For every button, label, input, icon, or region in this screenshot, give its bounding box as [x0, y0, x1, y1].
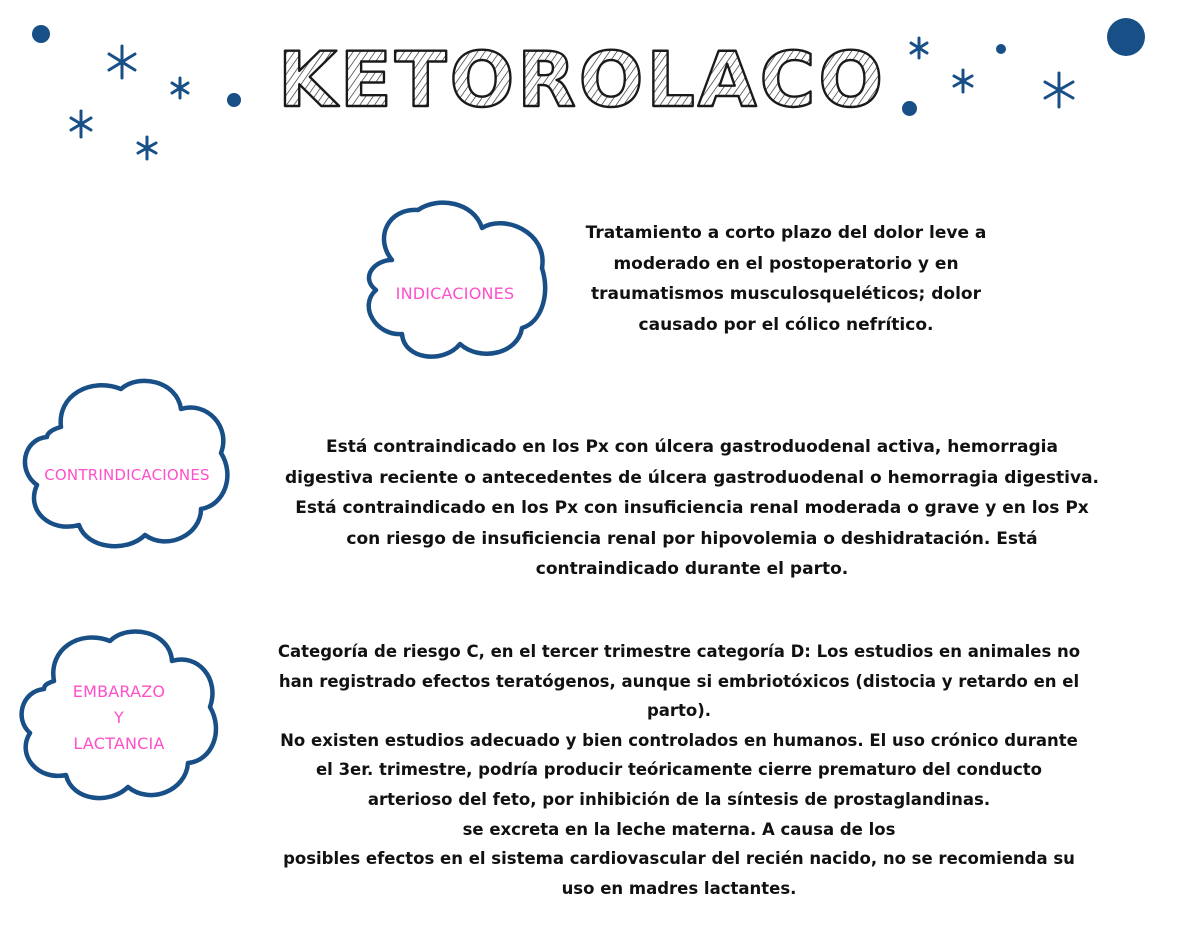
indicaciones-label: INDICACIONES [395, 284, 515, 303]
text-line: causado por el cólico nefrítico. [638, 314, 934, 335]
star-icon [109, 46, 135, 78]
text-line: Categoría de riesgo C, en el tercer trimestre categoría D: Los estudios en animales no [277, 642, 1081, 661]
text-line: traumatismos musculosqueléticos; dolor [591, 284, 981, 304]
star-icon [954, 70, 972, 92]
text-line: No existen estudios adecuado y bien controlados en humanos. El uso crónico durante [280, 730, 1078, 750]
text-line: uso en madres lactantes. [561, 878, 797, 898]
embarazo-label-line: Y [114, 708, 124, 727]
text-line: se excreta en la leche materna. A causa de los [462, 819, 896, 839]
embarazo-text [234, 637, 1124, 903]
embarazo-label-line: LACTANCIA [73, 734, 165, 753]
text-line: Tratamiento a corto plazo del dolor leve a [585, 223, 987, 243]
star-icon [138, 137, 156, 159]
contraindicaciones-label: CONTRINDICACIONES [44, 466, 210, 484]
text-line: moderado en el postoperatorio y en [613, 253, 959, 274]
star-icon [911, 38, 927, 58]
text-line: con riesgo de insuficiencia renal por hipovolemia o deshidratación. Está [346, 528, 1038, 549]
text-line: digestiva reciente o antecedentes de úlcera gastroduodenal o hemorragia digestiva. [284, 467, 1100, 488]
text-line: el 3er. trimestre, podría producir teóricamente cierre prematuro del conducto [315, 760, 1043, 780]
star-icon [71, 111, 91, 137]
stars-decoration [0, 0, 1200, 180]
indicaciones-text [556, 218, 1016, 340]
star-icon [1045, 73, 1073, 107]
text-line: Está contraindicado en los Px con úlcera gastroduodenal activa, hemorragia [326, 437, 1058, 457]
page-title-text: KETOROLACO [277, 35, 887, 124]
embarazo-label-line: EMBARAZO [72, 682, 166, 701]
text-line: han registrado efectos teratógenos, aunque si embriotóxicos (distocia y retardo en el [278, 671, 1080, 691]
star-icon [172, 78, 188, 98]
embarazo-label [14, 679, 224, 757]
text-line: arterioso del feto, por inhibición de la síntesis de prostaglandinas. [367, 789, 991, 809]
text-line: posibles efectos en el sistema cardiovascular del recién nacido, no se recomienda su [283, 849, 1075, 869]
text-line: Está contraindicado en los Px con insuficiencia renal moderada o grave y en los Px [295, 498, 1089, 518]
text-line: contraindicado durante el parto. [535, 559, 849, 579]
contraindicaciones-text [258, 432, 1126, 585]
text-line: parto). [646, 701, 712, 721]
